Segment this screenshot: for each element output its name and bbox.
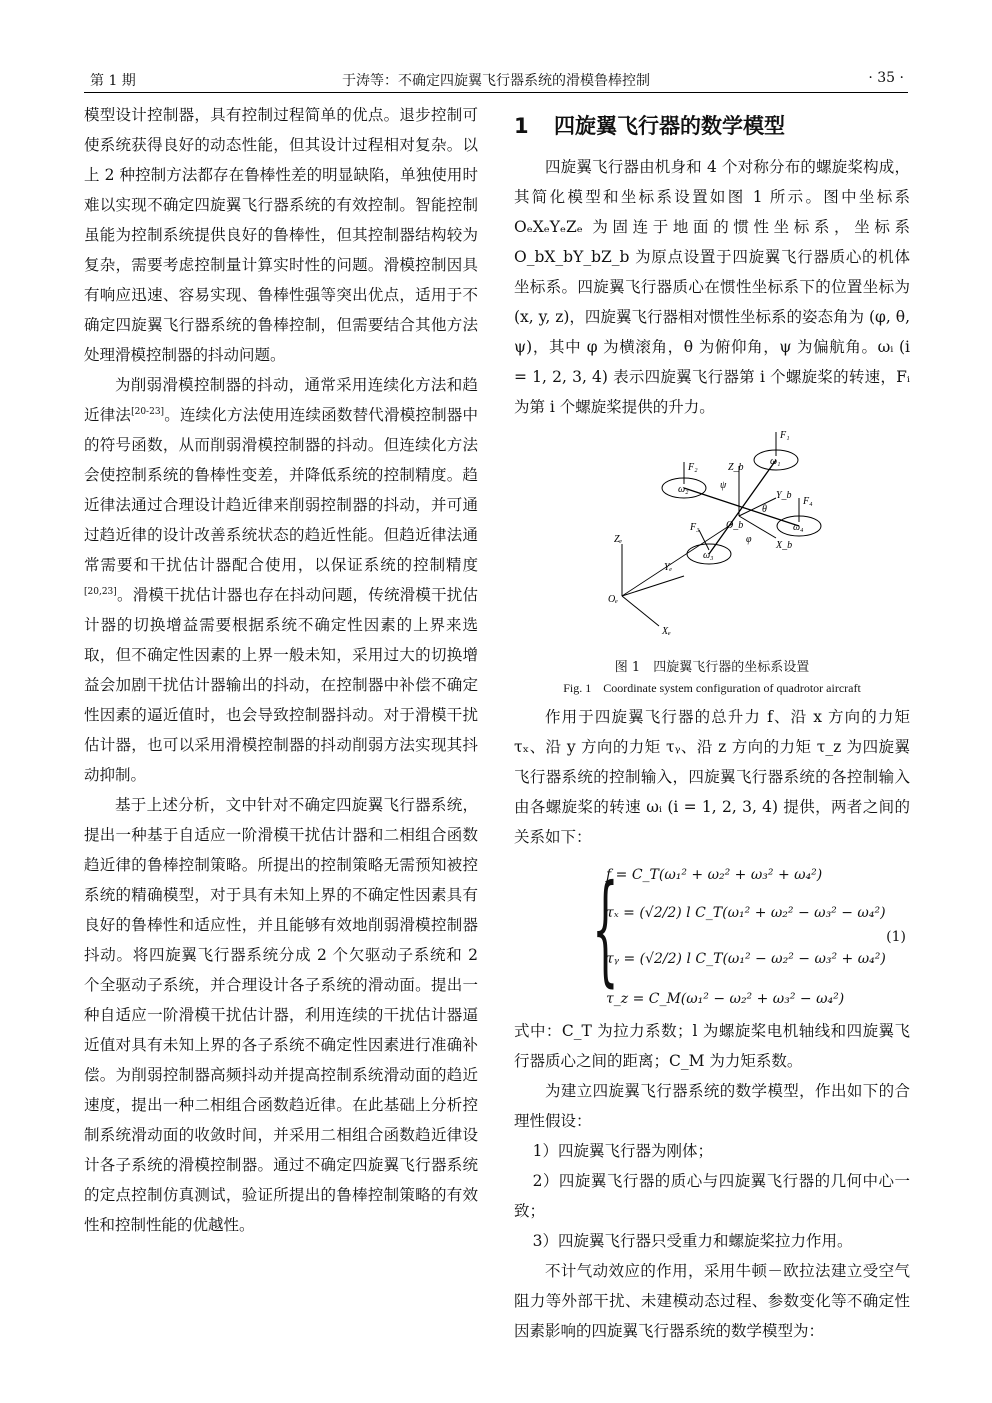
label-xb: X_b [776, 540, 793, 551]
running-title: 于涛等：不确定四旋翼飞行器系统的滑模鲁棒控制 [342, 73, 650, 89]
figure-1 [514, 426, 910, 656]
label-f3: F₃ [690, 522, 700, 533]
quadrotor-diagram [514, 426, 910, 656]
label-w3: ω₃ [703, 550, 714, 561]
label-theta: θ [762, 504, 767, 515]
paragraph: 式中：C_T 为拉力系数；l 为螺旋桨电机轴线和四旋翼飞行器质心之间的距离；C_M 为力矩系数。 [514, 1022, 910, 1070]
axis-ye [622, 576, 684, 596]
page-number: · 35 · [868, 70, 904, 86]
label-yb: Y_b [776, 490, 792, 501]
axis-xe [622, 596, 659, 626]
label-f2: F₂ [688, 462, 698, 473]
list-item: 3）四旋翼飞行器只受重力和螺旋桨拉力作用。 [532, 1232, 853, 1250]
paragraph [84, 370, 478, 790]
equation-line: τᵧ = (√2/2) l C_T(ω₁² − ω₂² − ω₃² + ω₄²) [606, 951, 886, 967]
label-psi: ψ [720, 480, 727, 491]
label-f1: F₁ [780, 430, 790, 441]
axis-yb [739, 498, 776, 516]
position-vector [622, 524, 732, 596]
equation-line: τ_z = C_M(ω₁² − ω₂² + ω₃² − ω₄²) [606, 991, 845, 1007]
equation-1 [514, 856, 910, 1014]
label-xe: Xₑ [662, 626, 671, 637]
text-run: 为削弱滑模控制器的抖动，通常采用连续化方法和趋近律法 [84, 376, 478, 424]
figure-caption-en: Fig. 1 Coordinate system configuration of quadrotor aircraft [563, 681, 861, 695]
label-w1: ω₁ [770, 456, 781, 467]
figure-caption-cn: 图 1 四旋翼飞行器的坐标系设置 [614, 660, 810, 675]
list-item: 2）四旋翼飞行器的质心与四旋翼飞行器的几何中心一致； [514, 1172, 910, 1220]
running-header [84, 68, 908, 93]
paragraph: 基于上述分析，文中针对不确定四旋翼飞行器系统，提出一种基于自适应一阶滑模干扰估计器和二相组合函数趋近律的鲁棒控制策略。所提出的控制策略无需预知被控系统的精确模型，对于具有未知上界的不确定性因素具有良好的鲁棒性和适应性，并且能够有效地削弱滑模控制器抖动。将四旋翼飞行器系统分成 2 个欠驱动子系统和 2 个全驱动子系统，并合理设计各子系统的滑动面。提出一种自适应一阶滑模干扰估计器，利用连续的干扰估计器逼近值对具有未知上界的各子系统不确定性因素进行准确补偿。为削弱控制器高频抖动并提高控制系统滑动面的趋近速度，提出一种二相组合函数趋近律。在此基础上分析控制系统滑动面的收敛时间，并采用二相组合函数趋近律设计各子系统的滑模控制器。通过不确定四旋翼飞行器系统的定点控制仿真测试，验证所提出的鲁棒控制策略的有效性和控制性能的优越性。 [84, 796, 478, 1234]
equation-brace: { [592, 860, 619, 999]
label-ob: O_b [726, 520, 744, 531]
axis-xb [739, 516, 776, 538]
equation-line: f = C_T(ω₁² + ω₂² + ω₃² + ω₄²) [606, 867, 823, 883]
section-title: 四旋翼飞行器的数学模型 [554, 114, 785, 138]
label-phi: φ [746, 534, 752, 545]
paragraph: 不计气动效应的作用，采用牛顿－欧拉法建立受空气阻力等外部干扰、未建模动态过程、参数变化等不确定性因素影响的四旋翼飞行器系统的数学模型为： [514, 1262, 910, 1340]
label-oe: Oₑ [608, 594, 618, 605]
paragraph: 四旋翼飞行器由机身和 4 个对称分布的螺旋桨构成，其简化模型和坐标系设置如图 1 所示。图中坐标系 OₑXₑYₑZₑ 为固连于地面的惯性坐标系，坐标系 O_bX_bY_bZ_b 为原点设置于四旋翼飞行器质心的机体坐标系。四旋翼飞行器质心在惯性坐标系下的位置坐标为 (x, y, z)，四旋翼飞行器相对惯性坐标系的姿态角为 (φ, θ, ψ)，其中 φ 为横滚角，θ 为俯仰角，ψ 为偏航角。ωᵢ (i = 1, 2, 3, 4) 表示四旋翼飞行器第 i 个螺旋桨的转速，Fᵢ 为第 i 个螺旋桨提供的升力。 [514, 158, 910, 416]
list-item: 1）四旋翼飞行器为刚体； [532, 1142, 713, 1160]
equation-line: τₓ = (√2/2) l C_T(ω₁² + ω₂² − ω₃² − ω₄²) [606, 905, 886, 921]
issue-number: 第 1 期 [90, 73, 136, 89]
section-number: 1 [514, 114, 529, 138]
right-column [514, 100, 910, 1346]
paragraph: 作用于四旋翼飞行器的总升力 f、沿 x 方向的力矩 τₓ、沿 y 方向的力矩 τᵧ、沿 z 方向的力矩 τ_z 为四旋翼飞行器系统的控制输入，四旋翼飞行器系统的各控制输入由各螺旋桨的转速 ωᵢ (i = 1, 2, 3, 4) 提供，两者之间的关系如下： [514, 708, 910, 846]
label-f4: F₄ [803, 496, 813, 507]
label-ze: Zₑ [614, 534, 623, 545]
label-zb: Z_b [728, 462, 744, 473]
text-run: 。滑模干扰估计器也存在抖动问题，传统滑模干扰估计器的切换增益需要根据系统不确定性因素的上界来选取，但不确定性因素的上界一般未知，采用过大的切换增益会加剧干扰估计器输出的抖动，在控制器中补偿不确定性因素的逼近值时，也会导致控制器抖动。对于滑模干扰估计器，也可以采用滑模控制器的抖动削弱方法实现其抖动抑制。 [84, 586, 478, 784]
label-w4: ω₄ [793, 522, 804, 533]
citation[interactable]: [20,23] [84, 586, 117, 597]
label-ye: Yₑ [664, 562, 673, 573]
label-w2: ω₂ [678, 484, 689, 495]
paragraph: 模型设计控制器，具有控制过程简单的优点。退步控制可使系统获得良好的动态性能，但其设计过程相对复杂。以上 2 种控制方法都存在鲁棒性差的明显缺陷，单独使用时难以实现不确定四旋翼飞行器系统的有效控制。智能控制虽能为控制系统提供良好的鲁棒性，但其控制器结构较为复杂，需要考虑控制量计算实时性的问题。滑模控制因具有响应迅速、容易实现、鲁棒性强等突出优点，适用于不确定四旋翼飞行器系统的鲁棒控制，但需要结合其他方法处理滑模控制器的抖动问题。 [84, 106, 478, 364]
section-heading [514, 108, 910, 144]
equation-number: (1) [886, 929, 906, 945]
citation[interactable]: [20-23] [131, 406, 165, 417]
paragraph: 为建立四旋翼飞行器系统的数学模型，作出如下的合理性假设： [514, 1082, 910, 1130]
text-run: 。连续化方法使用连续函数替代滑模控制器中的符号函数，从而削弱滑模控制器的抖动。但连续化方法会使控制系统的鲁棒性变差，并降低系统的控制精度。趋近律法通过合理设计趋近律来削弱控制器的抖动，并可通过趋近律的设计改善系统状态的趋近性能。但趋近律法通常需要和干扰估计器配合使用，以保证系统的控制精度 [84, 406, 478, 574]
left-column [84, 100, 478, 1240]
